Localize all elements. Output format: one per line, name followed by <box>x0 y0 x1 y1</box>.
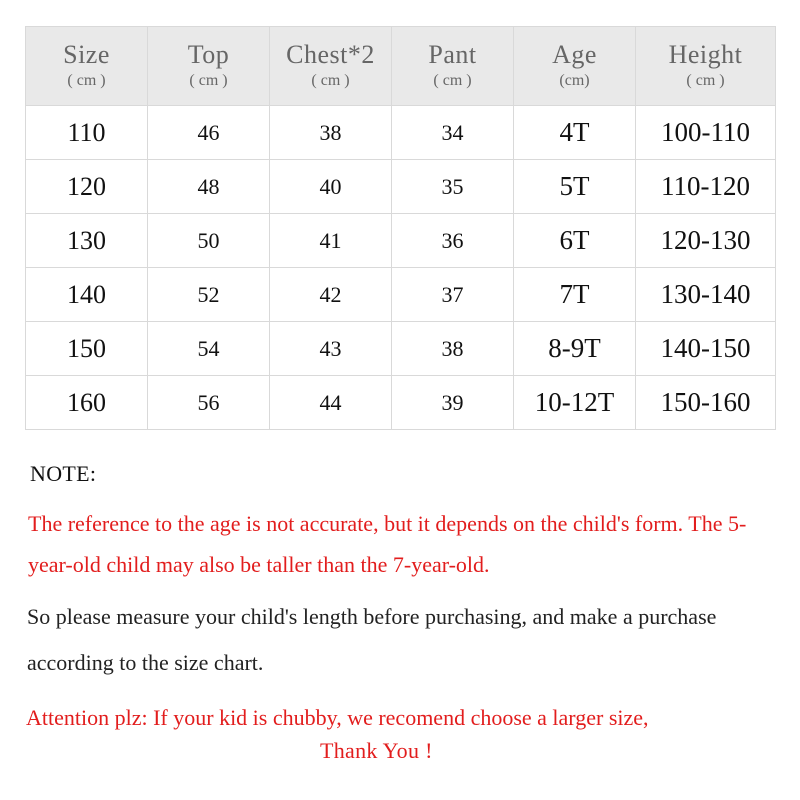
cell-chest: 42 <box>270 268 392 322</box>
cell-height: 150-160 <box>636 376 776 430</box>
header-cell-top <box>148 27 270 106</box>
header-unit: ( cm ) <box>67 72 106 89</box>
measure-instruction-text: So please measure your child's length before purchasing, and make a purchase according to the size chart. <box>27 604 717 675</box>
cell-size: 150 <box>26 322 148 376</box>
header-unit: (cm) <box>559 72 590 89</box>
size-chart-body <box>26 106 776 430</box>
cell-height: 100-110 <box>636 106 776 160</box>
header-cell-size <box>26 27 148 106</box>
cell-size: 110 <box>26 106 148 160</box>
cell-height: 110-120 <box>636 160 776 214</box>
cell-age: 5T <box>514 160 636 214</box>
header-unit: ( cm ) <box>433 72 472 89</box>
cell-size: 120 <box>26 160 148 214</box>
cell-pant: 34 <box>392 106 514 160</box>
size-chart-table <box>25 26 776 430</box>
cell-age: 7T <box>514 268 636 322</box>
header-row <box>26 27 776 106</box>
header-cell-age <box>514 27 636 106</box>
cell-size: 130 <box>26 214 148 268</box>
cell-pant: 36 <box>392 214 514 268</box>
thank-you-text: Thank You ! <box>320 738 433 763</box>
cell-height: 120-130 <box>636 214 776 268</box>
header-label: Size <box>63 40 110 69</box>
header-cell-chest <box>270 27 392 106</box>
header-label: Age <box>552 40 597 69</box>
header-cell-height <box>636 27 776 106</box>
header-unit: ( cm ) <box>686 72 725 89</box>
cell-height: 140-150 <box>636 322 776 376</box>
cell-size: 160 <box>26 376 148 430</box>
cell-top: 54 <box>148 322 270 376</box>
header-label: Pant <box>428 40 477 69</box>
cell-age: 4T <box>514 106 636 160</box>
header-label: Chest*2 <box>286 40 375 69</box>
cell-chest: 40 <box>270 160 392 214</box>
table-row <box>26 376 776 430</box>
size-chart-header <box>26 27 776 106</box>
cell-top: 56 <box>148 376 270 430</box>
cell-height: 130-140 <box>636 268 776 322</box>
cell-top: 52 <box>148 268 270 322</box>
cell-age: 8-9T <box>514 322 636 376</box>
cell-top: 48 <box>148 160 270 214</box>
table-row <box>26 214 776 268</box>
table-row <box>26 160 776 214</box>
cell-size: 140 <box>26 268 148 322</box>
cell-top: 46 <box>148 106 270 160</box>
cell-chest: 38 <box>270 106 392 160</box>
cell-chest: 41 <box>270 214 392 268</box>
table-row <box>26 268 776 322</box>
header-unit: ( cm ) <box>189 72 228 89</box>
note-label: NOTE: <box>30 461 97 486</box>
table-row <box>26 322 776 376</box>
header-label: Top <box>187 40 230 69</box>
cell-age: 10-12T <box>514 376 636 430</box>
cell-chest: 44 <box>270 376 392 430</box>
cell-age: 6T <box>514 214 636 268</box>
cell-pant: 38 <box>392 322 514 376</box>
attention-text: Attention plz: If your kid is chubby, we recomend choose a larger size, <box>26 705 649 730</box>
cell-top: 50 <box>148 214 270 268</box>
cell-pant: 39 <box>392 376 514 430</box>
header-cell-pant <box>392 27 514 106</box>
header-unit: ( cm ) <box>311 72 350 89</box>
header-label: Height <box>668 40 743 69</box>
cell-chest: 43 <box>270 322 392 376</box>
cell-pant: 37 <box>392 268 514 322</box>
age-disclaimer-text: The reference to the age is not accurate, but it depends on the child's form. The 5-year-old child may also be taller than the 7-year-old. <box>28 511 747 577</box>
table-row <box>26 106 776 160</box>
cell-pant: 35 <box>392 160 514 214</box>
